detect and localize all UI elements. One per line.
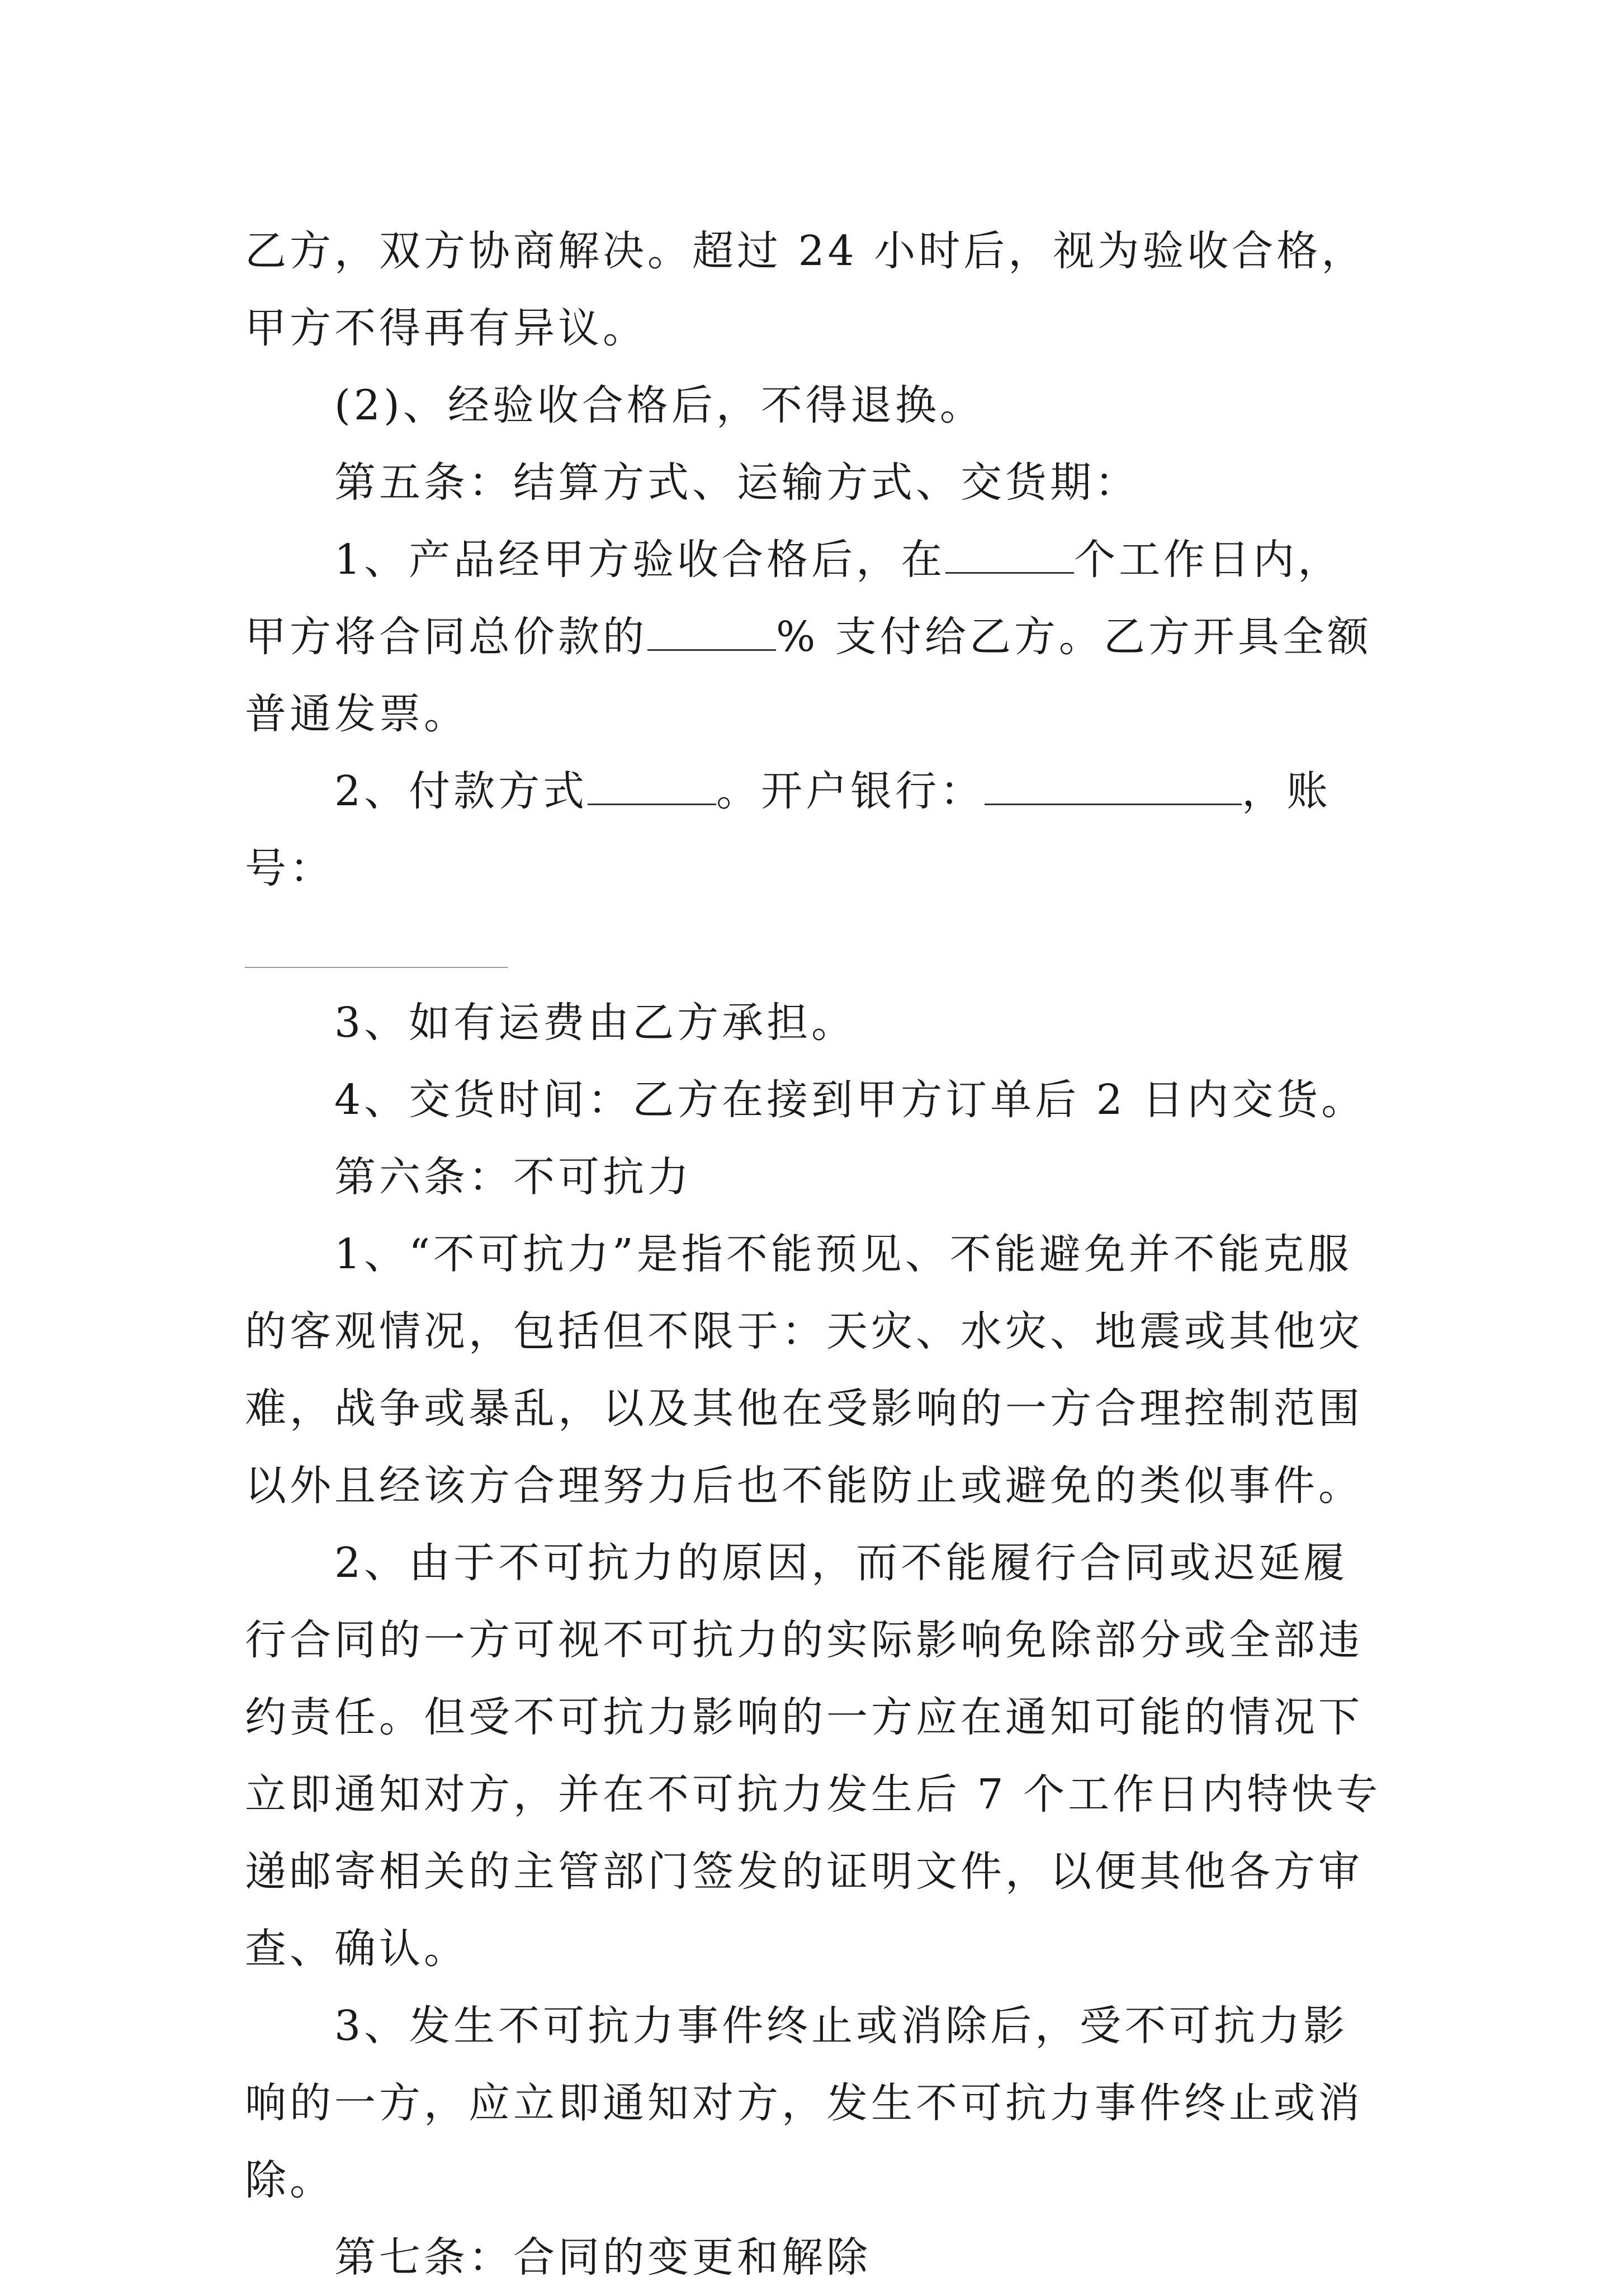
paragraph-freight: 3、如有运费由乙方承担。 [334, 999, 857, 1047]
account-label: ，账号： [245, 767, 1332, 892]
heading-article-7: 第七条：合同的变更和解除 [334, 2233, 871, 2281]
blank-account-number [245, 929, 508, 968]
paragraph-acceptance-objection: 乙方，双方协商解决。超过 24 小时后，视为验收合格，甲方不得再有异议。 [245, 227, 1366, 352]
blank-percentage [647, 612, 776, 651]
paragraph-payment-method [245, 753, 1385, 907]
contract-text [245, 212, 1385, 2296]
paragraph-no-return: (2)、经验收合格后，不得退换。 [334, 381, 985, 429]
payment-method-label: 2、付款方式 [334, 767, 588, 815]
blank-payment-method [588, 766, 716, 805]
paragraph-delivery-time: 4、交货时间：乙方在接到甲方订单后 2 日内交货。 [334, 1076, 1366, 1124]
account-blank-line [245, 907, 1385, 984]
heading-article-6: 第六条：不可抗力 [334, 1153, 692, 1201]
paragraph-force-majeure-termination: 3、发生不可抗力事件终止或消除后，受不可抗力影响的一方，应立即通知对方，发生不可抗力事件终止或消除。 [245, 2002, 1363, 2204]
payment-terms-part-3: % 支付给乙方。乙方开具全额普通发票。 [245, 613, 1372, 738]
payment-terms-part-2: 个工作日内，甲方将合同总价款的 [245, 536, 1343, 661]
paragraph-force-majeure-liability: 2、由于不可抗力的原因，而不能履行合同或迟延履行合同的一方可视不可抗力的实际影响免除部分或全部违约责任。但受不可抗力影响的一方应在通知可能的情况下立即通知对方，并在不可抗力发生后 7 个工作日内特快专递邮寄相关的主管部门签发的证明文件，以便其他各方审查、确认。 [245, 1539, 1382, 1973]
payment-terms-part-1: 1、产品经甲方验收合格后，在 [334, 536, 946, 584]
paragraph-force-majeure-definition: 1、“不可抗力”是指不能预见、不能避免并不能克服的客观情况，包括但不限于：天灾、水灾、地震或其他灾难，战争或暴乱，以及其他在受影响的一方合理控制范围以外且经该方合理努力后也不能防止或避免的类似事件。 [245, 1230, 1363, 1510]
paragraph-payment-terms [245, 521, 1385, 753]
bank-label: 。开户银行： [716, 767, 985, 815]
blank-bank [985, 766, 1242, 805]
blank-workdays [945, 535, 1074, 574]
heading-article-5: 第五条：结算方式、运输方式、交货期： [334, 459, 1139, 507]
